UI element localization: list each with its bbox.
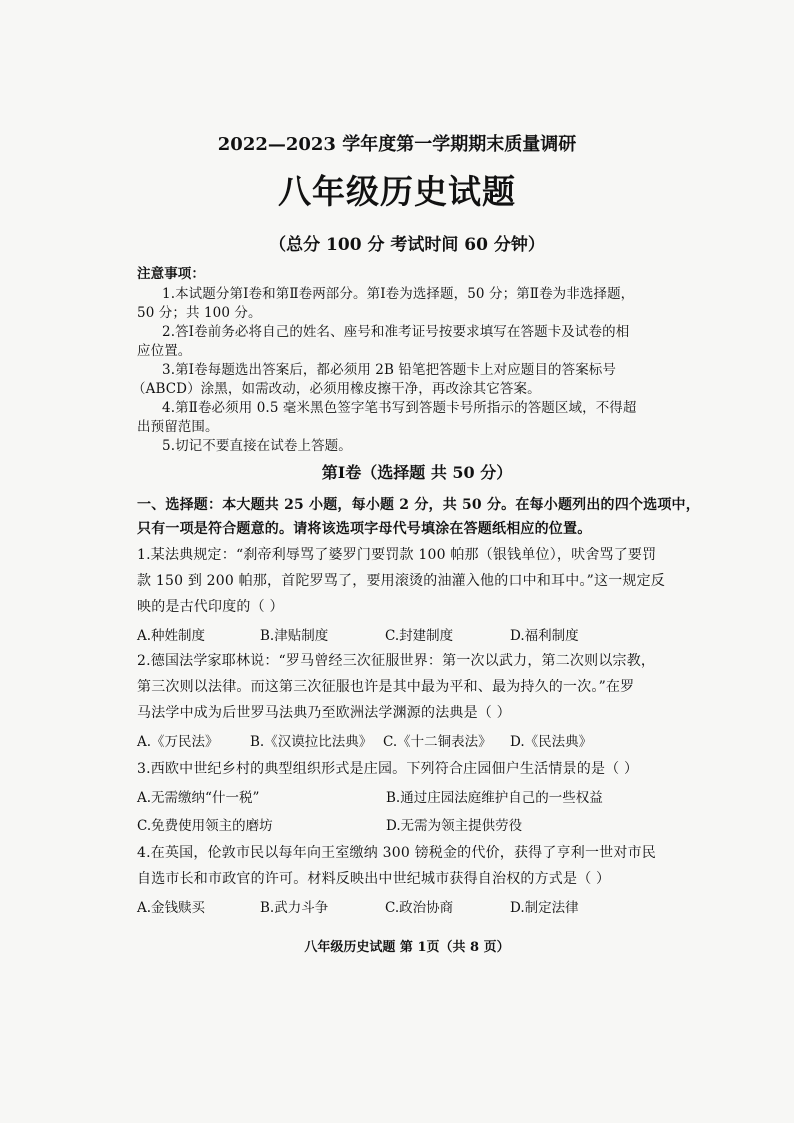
question-text: 映的是古代印度的（ ） (137, 599, 284, 615)
notes-line: 1.本试题分第Ⅰ卷和第Ⅱ卷两部分。第Ⅰ卷为选择题，50 分；第Ⅱ卷为非选择题， (162, 286, 635, 302)
question-text: 4.在英国，伦敦市民以每年向王室缴纳 300 镑税金的代价，获得了亨利一世对市民 (137, 845, 656, 861)
score-time-info: （总分 100 分 考试时间 60 分钟） (269, 235, 545, 255)
answer-option: D.制定法律 (510, 900, 579, 916)
answer-option: D.无需为领主提供劳役 (386, 818, 523, 834)
question-text: 款 150 到 200 帕那，首陀罗骂了，要用滚烫的油灌入他的口中和耳中。”这一规定反 (137, 573, 665, 589)
answer-option: C.封建制度 (385, 628, 454, 644)
question-text: 马法学中成为后世罗马法典乃至欧洲法学渊源的法典是（ ） (137, 705, 511, 721)
notes-line: （ABCD）涂黑，如需改动，必须用橡皮擦干净，再改涂其它答案。 (132, 381, 541, 397)
notes-line: 应位置。 (137, 343, 192, 359)
answer-option: B.武力斗争 (260, 900, 329, 916)
exam-subtitle: 2022—2023 学年度第一学期期末质量调研 (217, 134, 577, 155)
question-text: 3.西欧中世纪乡村的典型组织形式是庄园。下列符合庄园佃户生活情景的是（ ） (137, 761, 639, 777)
answer-option: D.福利制度 (510, 628, 579, 644)
answer-option: A.无需缴纳“什一税” (137, 790, 260, 806)
answer-option: A.金钱赎买 (137, 900, 206, 916)
answer-option: A.《万民法》 (137, 734, 219, 750)
page-footer: 八年级历史试题 第 1页（共 8 页） (304, 940, 510, 955)
notes-line: 5.切记不要直接在试卷上答题。 (162, 438, 352, 454)
notes-heading: 注意事项： (137, 266, 205, 282)
answer-option: B.《汉谟拉比法典》 (250, 734, 373, 750)
notes-line: 2.答Ⅰ卷前务必将自己的姓名、座号和准考证号按要求填写在答题卡及试卷的相 (162, 324, 630, 340)
question-text: 自选市长和市政官的许可。材料反映出中世纪城市获得自治权的方式是（ ） (137, 871, 611, 887)
notes-line: 4.第Ⅱ卷必须用 0.5 毫米黑色签字笔书写到答题卡号所指示的答题区域，不得超 (162, 400, 637, 416)
question-text: 1.某法典规定：“刹帝利辱骂了婆罗门要罚款 100 帕那（银钱单位），吠舍骂了要罚 (137, 547, 657, 563)
answer-option: A.种姓制度 (137, 628, 206, 644)
answer-option: D.《民法典》 (510, 734, 593, 750)
answer-option: B.通过庄园法庭维护自己的一些权益 (386, 790, 603, 806)
answer-option: B.津贴制度 (260, 628, 329, 644)
exam-title: 八年级历史试题 (278, 172, 516, 211)
section-instruction: 只有一项是符合题意的。请将该选项字母代号填涂在答题纸相应的位置。 (137, 521, 592, 537)
answer-option: C.免费使用领主的磨坊 (137, 818, 273, 834)
question-text: 第三次则以法律。而这第三次征服也许是其中最为平和、最为持久的一次。”在罗 (137, 679, 635, 695)
notes-line: 3.第Ⅰ卷每题选出答案后，都必须用 2B 铅笔把答题卡上对应题目的答案标号 (162, 362, 617, 378)
answer-option: C.政治协商 (385, 900, 454, 916)
notes-line: 出预留范围。 (137, 419, 219, 435)
section-instruction: 一、选择题：本大题共 25 小题，每小题 2 分，共 50 分。在每小题列出的四个选项中， (137, 497, 700, 513)
section-title: 第Ⅰ卷（选择题 共 50 分） (321, 463, 513, 482)
answer-option: C.《十二铜表法》 (383, 734, 492, 750)
question-text: 2.德国法学家耶林说：“罗马曾经三次征服世界：第一次以武力，第二次则以宗教， (137, 653, 656, 669)
notes-line: 50 分；共 100 分。 (137, 305, 262, 321)
